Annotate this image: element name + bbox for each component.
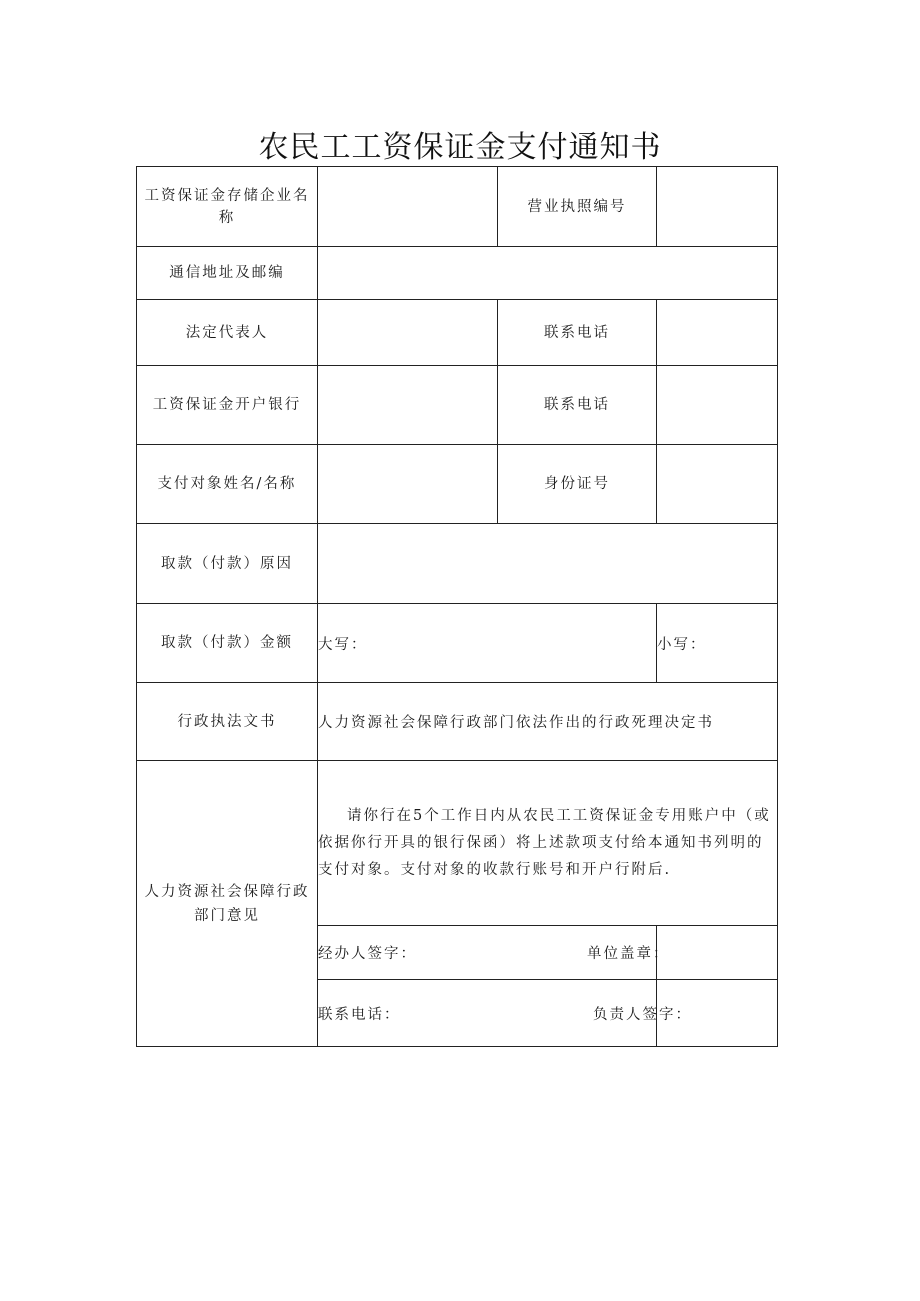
legal-rep-field[interactable]: [318, 300, 498, 366]
unit-seal-label: 单位盖章：: [587, 946, 670, 962]
opinion-text-cell: [318, 761, 778, 926]
bank-label: 工资保证金开户银行: [137, 366, 318, 445]
responsible-sign-label: 负责人签字：: [593, 1006, 692, 1023]
legal-rep-phone-label: 联系电话: [498, 300, 657, 366]
handler-sign-label: 经办人签字：: [318, 946, 417, 962]
reason-label: 取款（付款）原因: [137, 524, 318, 604]
row-bank: [137, 366, 778, 445]
company-name-field[interactable]: [318, 167, 498, 247]
document-value: 人力资源社会保障行政部门依法作出的行政死理决定书: [318, 683, 778, 761]
contact-phone-label: 联系电话：: [318, 1006, 401, 1023]
payment-notice-form: [136, 166, 778, 1047]
id-number-label: 身份证号: [498, 445, 657, 524]
row-address: [137, 247, 778, 300]
reason-field[interactable]: [318, 524, 778, 604]
document-label: 行政执法文书: [137, 683, 318, 761]
row-legal-rep: [137, 300, 778, 366]
amount-lowercase-label: 小写：: [657, 636, 707, 653]
opinion-text: 请你行在5个工作日内从农民工工资保证金专用账户中（或依据你行开具的银行保函）将上述款项支付给本通知书列明的支付对象。支付对象的收款行账号和开户行附后.: [318, 807, 771, 878]
legal-rep-label: 法定代表人: [137, 300, 318, 366]
responsible-sign-cell[interactable]: [593, 980, 778, 1047]
amount-uppercase-field[interactable]: [318, 604, 657, 683]
unit-seal-cell[interactable]: [587, 926, 778, 980]
amount-label: 取款（付款）金额: [137, 604, 318, 683]
row-amount: [137, 604, 778, 683]
row-opinion: [137, 761, 778, 926]
legal-rep-phone-field[interactable]: [657, 300, 778, 366]
row-document: [137, 683, 778, 761]
row-company-name: [137, 167, 778, 247]
business-license-field[interactable]: [657, 167, 778, 247]
opinion-label: 人力资源社会保障行政部门意见: [137, 761, 318, 1047]
row-payee: [137, 445, 778, 524]
bank-phone-field[interactable]: [657, 366, 778, 445]
payee-name-label: 支付对象姓名/名称: [137, 445, 318, 524]
page-title: 农民工工资保证金支付通知书: [258, 130, 662, 165]
id-number-field[interactable]: [657, 445, 778, 524]
payee-name-field[interactable]: [318, 445, 498, 524]
address-label: 通信地址及邮编: [137, 247, 318, 300]
address-field[interactable]: [318, 247, 778, 300]
amount-lowercase-field[interactable]: [657, 604, 778, 683]
bank-phone-label: 联系电话: [498, 366, 657, 445]
bank-field[interactable]: [318, 366, 498, 445]
company-name-label: 工资保证金存储企业名称: [137, 167, 318, 247]
row-reason: [137, 524, 778, 604]
amount-uppercase-label: 大写：: [318, 636, 368, 653]
business-license-label: 营业执照编号: [498, 167, 657, 247]
